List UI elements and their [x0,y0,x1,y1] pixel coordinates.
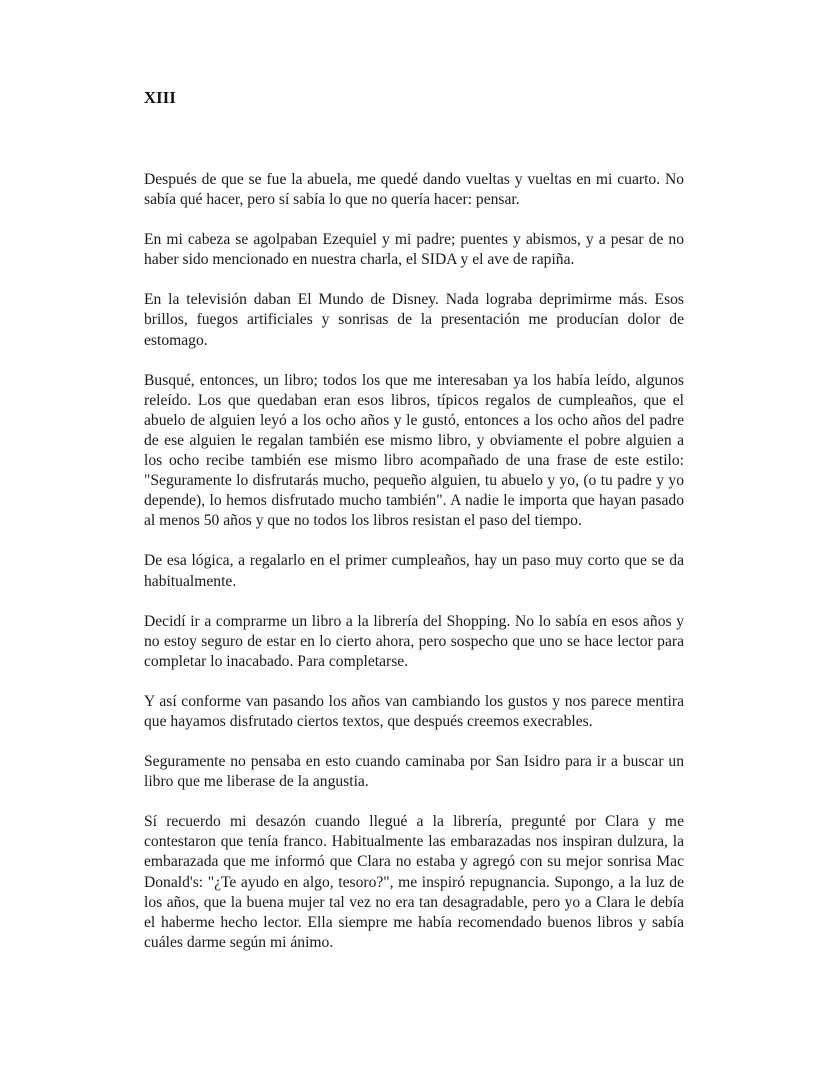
paragraph: En la televisión daban El Mundo de Disney. Nada lograba deprimirme más. Esos brillos, fuegos artificiales y sonrisas de la presentación me producían dolor de estomago. [144,291,684,349]
paragraph: Sí recuerdo mi desazón cuando llegué a la librería, pregunté por Clara y me contestaron que tenía franco. Habitualmente las embarazadas nos inspiran dulzura, la embarazada que me informó que Clara no estaba y agregó con su mejor sonrisa Mac Donald's: "¿Te ayudo en algo, tesoro?", me inspiró repugnancia. Supongo, a la luz de los años, que la buena mujer tal vez no era tan desagradable, pero yo a Clara le debía el haberme hecho lector. Ella siempre me había recomendado buenos libros y sabía cuáles darme según mi ánimo. [144,813,684,951]
paragraph: Seguramente no pensaba en esto cuando caminaba por San Isidro para ir a buscar un libro que me liberase de la angustia. [144,753,684,791]
paragraph: En mi cabeza se agolpaban Ezequiel y mi padre; puentes y abismos, y a pesar de no haber sido mencionado en nuestra charla, el SIDA y el ave de rapiña. [144,231,684,269]
chapter-title: XIII [144,88,176,107]
paragraph: Después de que se fue la abuela, me quedé dando vueltas y vueltas en mi cuarto. No sabía qué hacer, pero sí sabía lo que no quería hacer: pensar. [144,171,684,209]
paragraph: De esa lógica, a regalarlo en el primer cumpleaños, hay un paso muy corto que se da habitualmente. [144,552,684,590]
paragraph: Decidí ir a comprarme un libro a la librería del Shopping. No lo sabía en esos años y no estoy seguro de estar en lo cierto ahora, pero sospecho que uno se hace lector para completar lo inacabado. Para completarse. [144,612,684,670]
paragraph: Busqué, entonces, un libro; todos los que me interesaban ya los había leído, algunos releído. Los que quedaban eran esos libros, típicos regalos de cumpleaños, que el abuelo de alguien leyó a los ocho años y le gustó, entonces a los ocho años del padre de ese alguien le regalan también ese mismo libro, y obviamente el pobre alguien a los ocho recibe también ese mismo libro acompañado de una frase de este estilo: "Seguramente lo disfrutarás mucho, pequeño alguien, tu abuelo y yo, (o tu padre y yo depende), lo hemos disfrutado mucho también". A nadie le importa que hayan pasado al menos 50 años y que no todos los libros resistan el paso del tiempo. [144,371,684,530]
paragraph: Y así conforme van pasando los años van cambiando los gustos y nos parece mentira que hayamos disfrutado ciertos textos, que después creemos execrables. [144,692,684,730]
chapter-body [144,170,684,973]
